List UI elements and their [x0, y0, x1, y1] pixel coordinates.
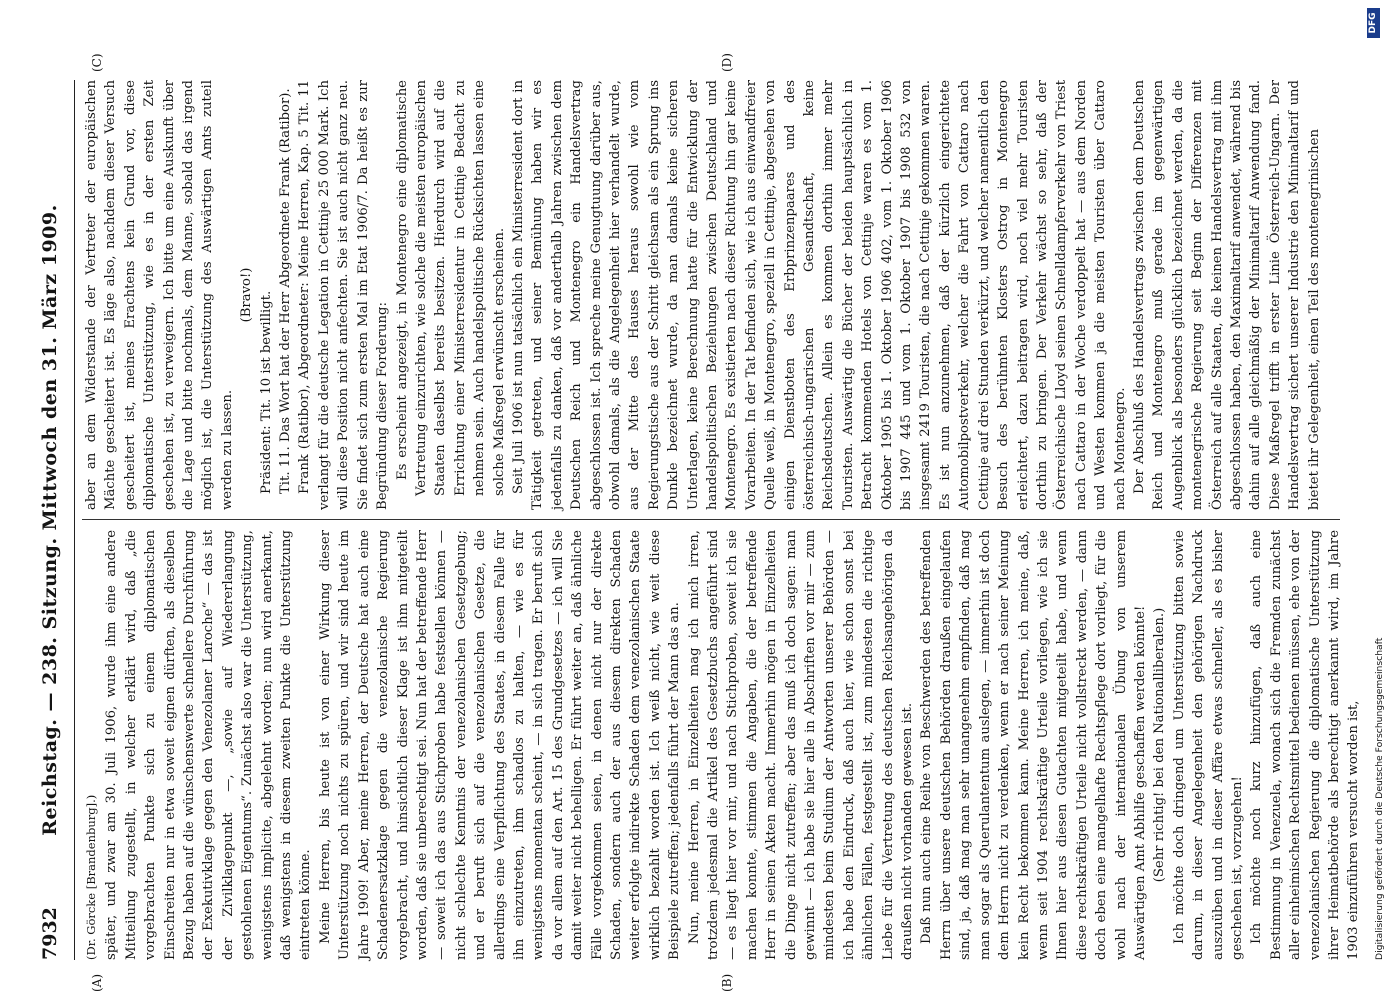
right-column	[82, 80, 1340, 510]
margin-marker-b: (B)	[720, 973, 734, 992]
paragraph: Ich möchte doch dringend um Unterstützung bitten sowie darum, in dieser Angelegenheit den gehörigen Nachdruck auszuüben und in dieser Affäre etwas schneller, als es bisher geschehen ist, vorzugehen!	[1171, 530, 1245, 960]
speaker-paragraph: Frank (Ratibor), Abgeordneter: Meine Herren, Kap. 5 Tit. 11 verlangt für die deutsche Legation in Cettinje 25 000 Mark. Ich will diese Position nicht anfechten. Sie ist auch nicht ganz neu. Sie findet sich zum ersten Mal im Etat 1906/7. Da heißt es zur Begründung dieser Forderung:	[297, 80, 391, 510]
digitization-caption	[1372, 30, 1388, 990]
margin-marker-d: (D)	[720, 53, 734, 72]
president-statement: Präsident: Tit. 10 ist bewilligt.	[258, 290, 274, 494]
paragraph: Tit. 11. Das Wort hat der Herr Abgeordnete Frank (Ratibor).	[278, 88, 294, 494]
paragraph: später, und zwar am 30. Juli 1906, wurde ihm eine andere Mitteilung zugestellt, in welcher erklärt wird, daß „die vorgebrachten Punkte sich zu einem diplomatischen Einschreiten nur in etwa soweit eignen dürften, als dieselben Bezug haben auf die wünschenswerte schnellere Durchführung der Exekutivklage gegen den Venezolaner Laroche“ — das ist der Zivilklagepunkt —, „sowie auf Wiedererlangung gestohlenen Eigentums“. Zunächst also war die Unterstützung, wenigstens implicite, abgelehnt worden; nun wird anerkannt, daß wenigstens in diesem zweiten Punkte die Unterstützung eintreten könne.	[104, 530, 314, 960]
running-head: Reichstag. — 238. Sitzung. Mittwoch den 31. März 1909.	[39, 204, 61, 836]
dfg-logo-text: DFG	[1368, 12, 1378, 34]
paragraph: Daß nun auch eine Reihe von Beschwerden des betreffenden Herrn über unsere deutschen Behörden draußen eingelaufen sind, ja, daß mag man sehr unangenehm empfinden, daß mag man sogar als Querulantentum auslegen, — immerhin ist doch dem Herrn nicht zu verdenken, wenn er nach seiner Meinung kein Recht bekommen kann. Meine Herren, ich meine, daß, wenn seit 1904 rechtskräftige Urteile vorliegen, wie ich sie Ihnen hier aus diesen Gutachten mitgeteilt habe, und wenn diese rechtskräftigen Urteile nicht vollstreckt werden, — dann doch eben eine mangelhafte Rechtspflege dort vorliegt, für die wohl nach der internationalen Übung von unserem Auswärtigen Amt Abhilfe geschaffen werden könnte!	[919, 530, 1148, 960]
margin-marker-c: (C)	[90, 53, 104, 72]
margin-marker-a: (A)	[90, 973, 104, 992]
digitization-caption-text: Digitalisierung gefördert durch die Deutsche Forschungsgemeinschaft	[1374, 637, 1385, 960]
interjection: (Sehr richtig! bei den Nationalliberalen.)	[1152, 607, 1168, 883]
paragraph: Der Abschluß des Handelsvertrags zwischen dem Deutschen Reich und Montenegro muß gerade im gegenwärtigen Augenblick als besonders glücklich bezeichnet werden, da die montenegrische Regierung seit Beginn der Differenzen mit Österreich auf alle Staaten, die keinen Handelsvertrag mit ihm abgeschlossen haben, den Maximaltarif anwendet, während bis dahin auf alle gleichmäßig der Minimaltarif Anwendung fand. Diese Maßregel trifft in erster Linie Österreich-Ungarn. Der Handelsvertrag sichert unserer Industrie den Minimaltarif und bietet ihr Gelegenheit, einen Teil des montenegrinischen	[1131, 80, 1322, 510]
interjection: (Bravo!)	[239, 267, 255, 323]
header-rule	[74, 80, 75, 960]
paragraph: Seit Juli 1906 ist nun tatsächlich ein Ministerresident dort in Tätigkeit getreten, und seiner Bemühung haben wir es jedenfalls zu danken, daß vor anderthalb Jahren zwischen dem Deutschen Reich und Montenegro ein Handelsvertrag abgeschlossen ist. Ich spreche meine Genugtuung darüber aus, obwohl damals, als die Angelegenheit hier verhandelt wurde, aus der Mitte des Hauses heraus sowohl wie vom Regierungstische aus der Schritt gleichsam als ein Sprung ins Dunkle bezeichnet wurde, da man damals keine sicheren Unterlagen, keine Berechnung hatte für die Entwicklung der handelspolitischen Beziehungen zwischen Deutschland und Montenegro. Es existierten nach dieser Richtung hin gar keine Vorarbeiten. In der Tat befinden sich, wie ich aus einwandfreier Quelle weiß, in Montenegro, speziell in Cettinje, abgesehen von einigen Dienstboten des Erbprinzenpaares und des österreichisch-ungarischen Gesandtschaft, keine Reichsdeutschen. Allein es kommen dorthin immer mehr Touristen. Auswärtig die Bücher der beiden hauptsächlich in Betracht kommenden Hotels von Cettinje waren es vom 1. Oktober 1905 bis 1. Oktober 1906 402, vom 1. Oktober 1906 bis 1907 445 und vom 1. Oktober 1907 bis 1908 532 von insgesamt 2419 Touristen, die nach Cettinje gekommen waren. Es ist nun anzunehmen, daß der kürzlich eingerichtete Automobilpostverkehr, welcher die Fahrt von Cattaro nach Cettinje auf drei Stunden verkürzt, und welcher namentlich den Besuch des berühmten Klosters Ostrog in Montenegro erleichtert, dazu beitragen wird, noch viel mehr Touristen dorthin zu bringen. Der Verkehr wächst so sehr, daß der Österreichische Lloyd seinen Schnelldampferverkehr von Triest nach Cattaro in der Woche verdoppelt hat — aus dem Norden und Westen kommen ja die meisten Touristen über Cattaro nach Montenegro.	[510, 80, 1128, 510]
speaker-tag: (Dr. Görcke [Brandenburg].)	[84, 794, 98, 960]
page-header	[30, 80, 70, 960]
quotation: Es erscheint angezeigt, in Montenegro eine diplomatische Vertretung einzurichten, wie solche die meisten europäischen Staaten daselbst bereits besitzen. Hierdurch wird auf die Errichtung einer Ministerresidentur in Cettinje Bedacht zu nehmen sein. Auch handelspolitische Rücksichten lassen eine solche Maßregel erwünscht erscheinen.	[394, 80, 507, 496]
left-column	[82, 530, 1362, 960]
paragraph: aber an dem Widerstande der Vertreter der europäischen Mächte gescheitert ist. Es läge also, nachdem dieser Versuch gescheitert ist, meines Erachtens kein Grund vor, diese diplomatische Unterstützung, wie es in der ersten Zeit geschehen ist, zu verweigern. Ich bitte um eine Auskunft über die Lage und bitte nochmals, dem Manne, sobald das irgend möglich ist, die Unterstützung des Auswärtigen Amts zuteil werden zu lassen.	[84, 80, 235, 510]
column-divider	[82, 519, 1340, 520]
rotated-document-page	[30, 40, 1362, 1000]
paragraph: Meine Herren, bis heute ist von einer Wirkung dieser Unterstützung noch nichts zu spüren, und wir sind heute im Jahre 1909! Aber, meine Herren, der Deutsche hat auch eine Schadenersatzklage gegen die venezolanische Regierung vorgebracht, und hinsichtlich dieser Klage ist ihm mitgeteilt worden, daß sie unberechtigt sei. Nun hat der betreffende Herr — soweit ich das aus Stichproben habe feststellen können — nicht schlechte Kenntnis der venezolanischen Gesetzgebung; und er beruft sich auf die venezolanischen Gesetze, die allerdings eine Verpflichtung des Staates, in diesem Falle für ihn einzutreten, ihm schadlos zu halten, — wie es für wenigstens momentan scheint, — in sich tragen. Er beruft sich da vor allem auf den Art. 15 des Grundgesetzes — ich will Sie damit weiter nicht behelligen. Er führt weiter an, daß ähnliche Fälle vorgekommen seien, in denen nicht nur der direkte Schaden, sondern auch der aus diesem direkten Schaden weiter erfolgte indirekte Schaden dem venezolanischen Staate wirklich bezahlt worden ist. Ich weiß nicht, wie weit diese Beispiele zutreffen; jedenfalls führt der Mann das an.	[317, 530, 683, 960]
paragraph: Nun, meine Herren, in Einzelheiten mag ich mich irren, trotzdem jedesmal die Artikel des Gesetzbuchs angeführt sind — es liegt hier vor mir, und nach Stichproben, soweit ich sie machen konnte, stimmen die Angaben, die der betreffende Herr in seinen Akten macht. Immerhin mögen in Einzelheiten die Dinge nicht zutreffen; aber das muß ich doch sagen: man gewinnt — ich habe sie hier alle in Abschriften vor mir — zum mindesten beim Studium der Antworten unserer Behörden — ich habe den Eindruck, daß auch hier, wie schon sonst bei ähnlichen Fällen, festgestellt ist, zum mindesten die richtige Liebe für die Vertretung des deutschen Reichsangehörigen da draußen nicht vorhanden gewesen ist.	[686, 530, 916, 960]
page-number: 7932	[39, 907, 61, 960]
paragraph: Ich möchte noch kurz hinzufügen, daß auch eine Bestimmung in Venezuela, wonach sich die Fremden zunächst aller einheimischen Rechtsmittel bedienen müssen, ehe von der venezolanischen Regierung die diplomatische Unterstützung ihrer Heimatbehörde als berechtigt anerkannt wird, im Jahre 1903 einzuführen versucht worden ist,	[1249, 530, 1362, 960]
